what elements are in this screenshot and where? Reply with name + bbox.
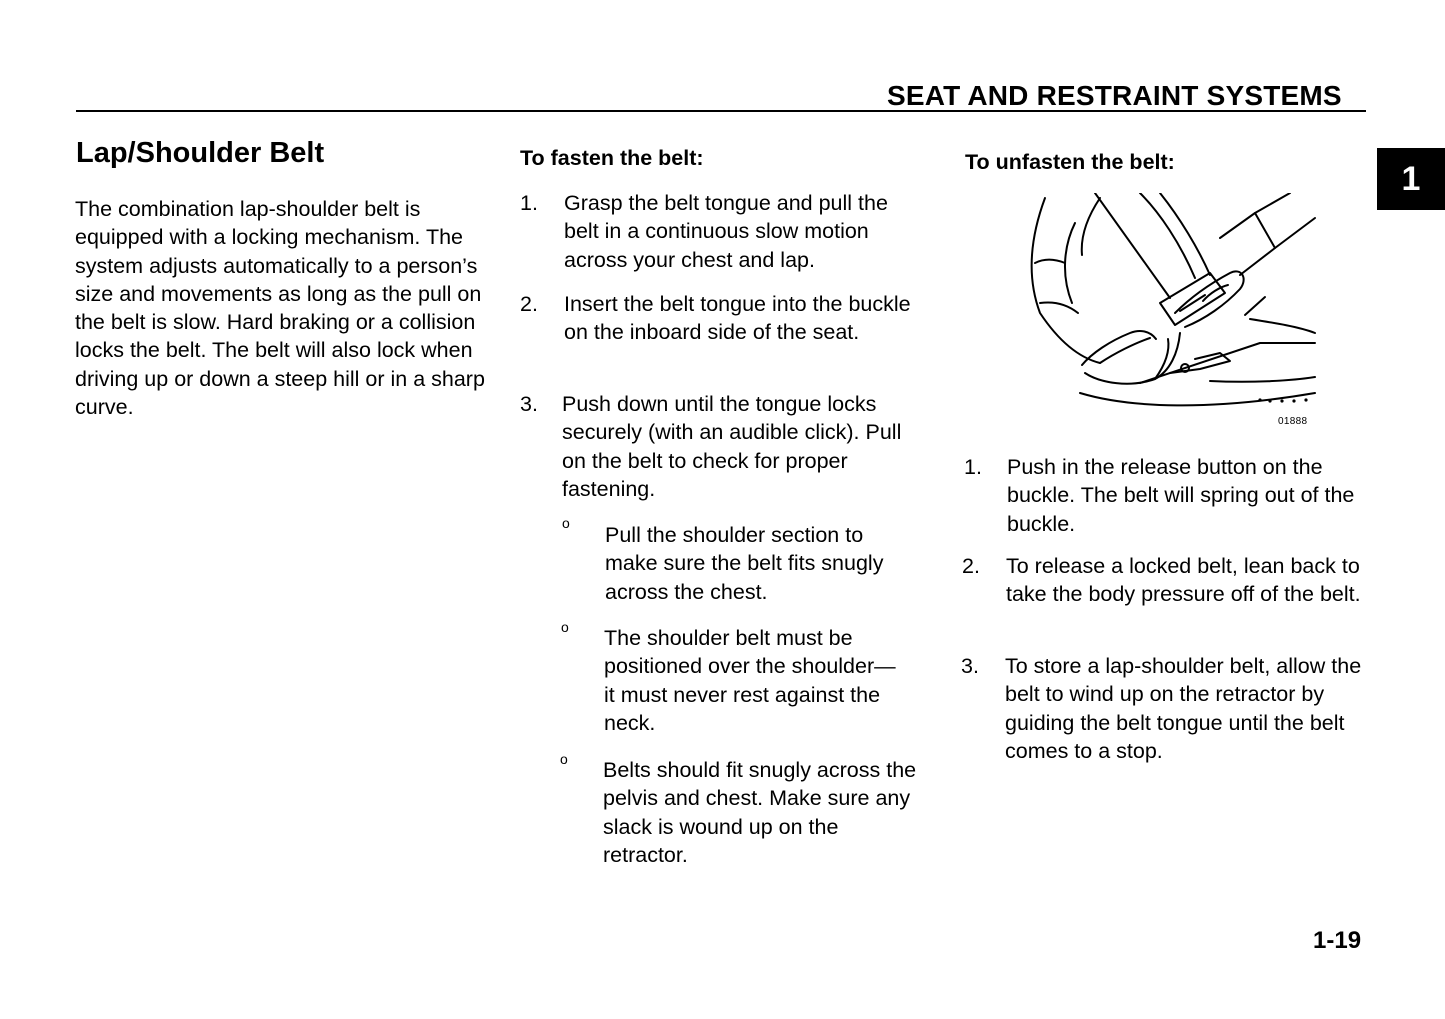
bullet-mark: o bbox=[562, 515, 570, 531]
step-text: Grasp the belt tongue and pull the belt in a continuous slow motion across your chest and lap. bbox=[564, 191, 888, 272]
seat-belt-release-illustration-icon bbox=[1020, 193, 1320, 429]
bullet-text: The shoulder belt must be positioned over the shoulder—it must never rest against the neck. bbox=[604, 626, 896, 735]
step-number: 1. bbox=[964, 455, 982, 479]
step-number: 1. bbox=[520, 191, 538, 215]
header-rule bbox=[76, 110, 1366, 112]
chapter-tab[interactable]: 1 bbox=[1377, 148, 1445, 210]
intro-paragraph: The combination lap-shoulder belt is equipped with a locking mechanism. The system adjusts automatically to a person’s size and movements as long as the pull on the belt is slow. Hard braking or a collision locks the belt. The belt will also lock when driving up or down a steep hill or in a sharp curve. bbox=[75, 197, 485, 420]
bullet-mark: o bbox=[561, 619, 569, 635]
step-text: Push in the release button on the buckle. The belt will spring out of the buckle. bbox=[1007, 455, 1355, 536]
figure-code: 01888 bbox=[1278, 416, 1308, 427]
step-number: 3. bbox=[520, 392, 538, 416]
step-text: Push down until the tongue locks securely (with an audible click). Pull on the belt to check for proper fastening. bbox=[562, 392, 902, 501]
section-header-title: SEAT AND RESTRAINT SYSTEMS bbox=[887, 80, 1342, 111]
unfasten-heading: To unfasten the belt: bbox=[965, 150, 1175, 174]
step-text: Insert the belt tongue into the buckle on the inboard side of the seat. bbox=[564, 292, 911, 345]
step-number: 3. bbox=[961, 654, 979, 678]
bullet-text: Belts should fit snugly across the pelvis and chest. Make sure any slack is wound up on the retractor. bbox=[603, 758, 917, 867]
bullet-mark: o bbox=[560, 751, 568, 767]
bullet-text: Pull the shoulder section to make sure the belt fits snugly across the chest. bbox=[605, 523, 884, 604]
step-text: To release a locked belt, lean back to take the body pressure off of the belt. bbox=[1006, 554, 1361, 607]
step-text: To store a lap-shoulder belt, allow the belt to wind up on the retractor by guiding the belt tongue until the belt comes to a stop. bbox=[1005, 654, 1362, 763]
section-title: Lap/Shoulder Belt bbox=[76, 137, 325, 169]
page-number: 1-19 bbox=[1313, 927, 1362, 954]
fasten-heading: To fasten the belt: bbox=[520, 146, 704, 170]
step-number: 2. bbox=[962, 554, 980, 578]
step-number: 2. bbox=[520, 292, 538, 316]
